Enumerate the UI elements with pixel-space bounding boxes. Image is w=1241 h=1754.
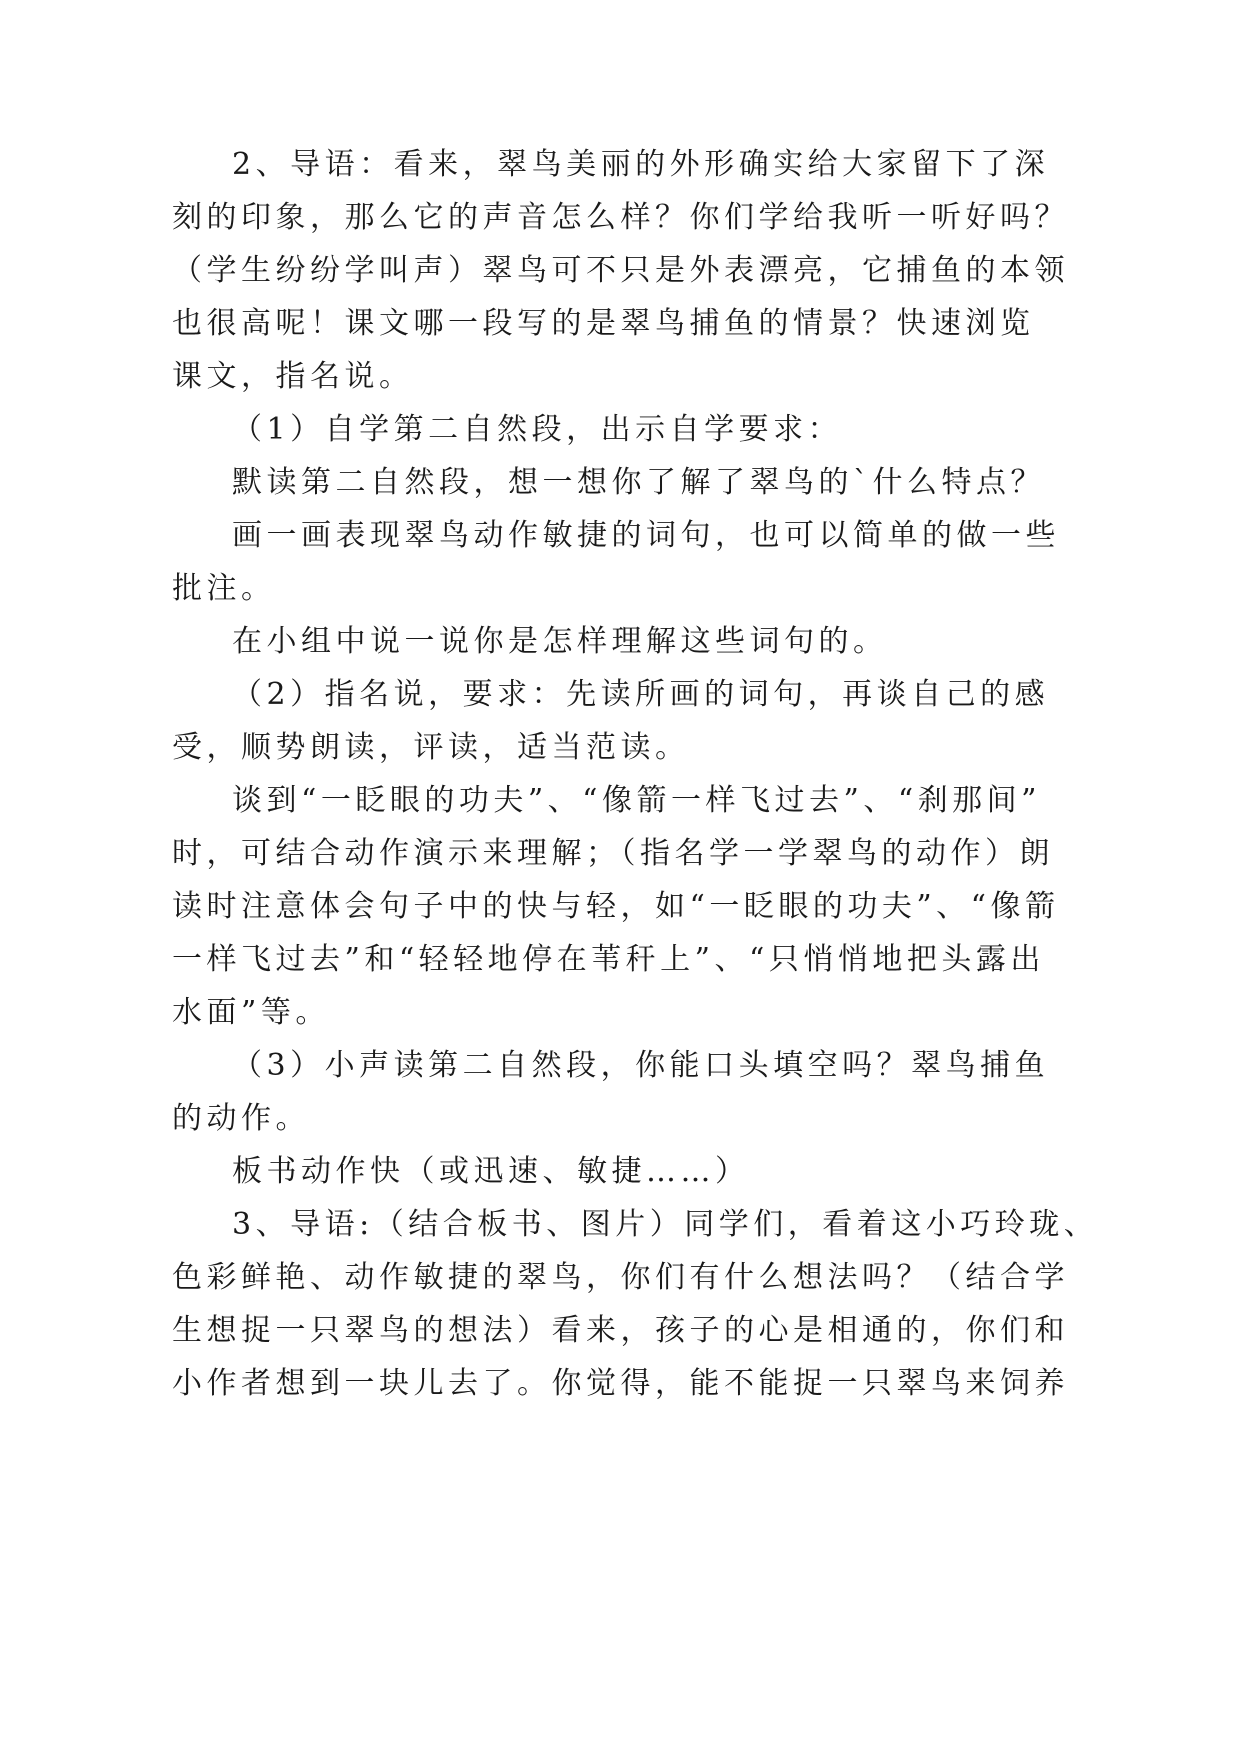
text-line: （学生纷纷学叫声）翠鸟可不只是外表漂亮，它捕鱼的本领: [172, 253, 1069, 288]
text-line: 2、导语：看来，翠鸟美丽的外形确实给大家留下了深: [232, 147, 1050, 182]
text-line: 生想捉一只翠鸟的想法）看来，孩子的心是相通的，你们和: [172, 1313, 1069, 1348]
text-line: 小作者想到一块儿去了。你觉得，能不能捉一只翠鸟来饲养: [172, 1366, 1069, 1401]
text-line: （1）自学第二自然段，出示自学要求：: [232, 412, 843, 447]
text-line: （3）小声读第二自然段，你能口头填空吗？翠鸟捕鱼: [232, 1048, 1050, 1083]
text-line: 画一画表现翠鸟动作敏捷的词句，也可以简单的做一些: [232, 518, 1060, 553]
text-line: 刻的印象，那么它的声音怎么样？你们学给我听一听好吗？: [172, 200, 1069, 235]
text-line: 受，顺势朗读，评读，适当范读。: [172, 730, 690, 765]
text-line: 在小组中说一说你是怎样理解这些词句的。: [232, 624, 888, 659]
text-line: 批注。: [172, 571, 276, 606]
text-line: 读时注意体会句子中的快与轻，如“一眨眼的功夫”、“像箭: [172, 889, 1060, 924]
text-line: 水面”等。: [172, 995, 330, 1030]
text-line: 一样飞过去”和“轻轻地停在苇秆上”、“只悄悄地把头露出: [172, 942, 1045, 977]
text-line: 时，可结合动作演示来理解；（指名学一学翠鸟的动作）朗: [172, 836, 1054, 871]
text-line: 也很高呢！课文哪一段写的是翠鸟捕鱼的情景？快速浏览: [172, 306, 1035, 341]
text-line: 板书动作快（或迅速、敏捷……）: [232, 1154, 750, 1189]
text-line: 课文，指名说。: [172, 359, 414, 394]
text-line: 3、导语:（结合板书、图片）同学们，看着这小巧玲珑、: [232, 1207, 1099, 1242]
text-line: 的动作。: [172, 1101, 310, 1136]
text-line: （2）指名说，要求：先读所画的词句，再谈自己的感: [232, 677, 1050, 712]
text-line: 默读第二自然段，想一想你了解了翠鸟的`什么特点？: [232, 465, 1045, 500]
text-line: 色彩鲜艳、动作敏捷的翠鸟，你们有什么想法吗？（结合学: [172, 1260, 1069, 1295]
text-line: 谈到“一眨眼的功夫”、“像箭一样飞过去”、“刹那间”: [232, 783, 1042, 818]
